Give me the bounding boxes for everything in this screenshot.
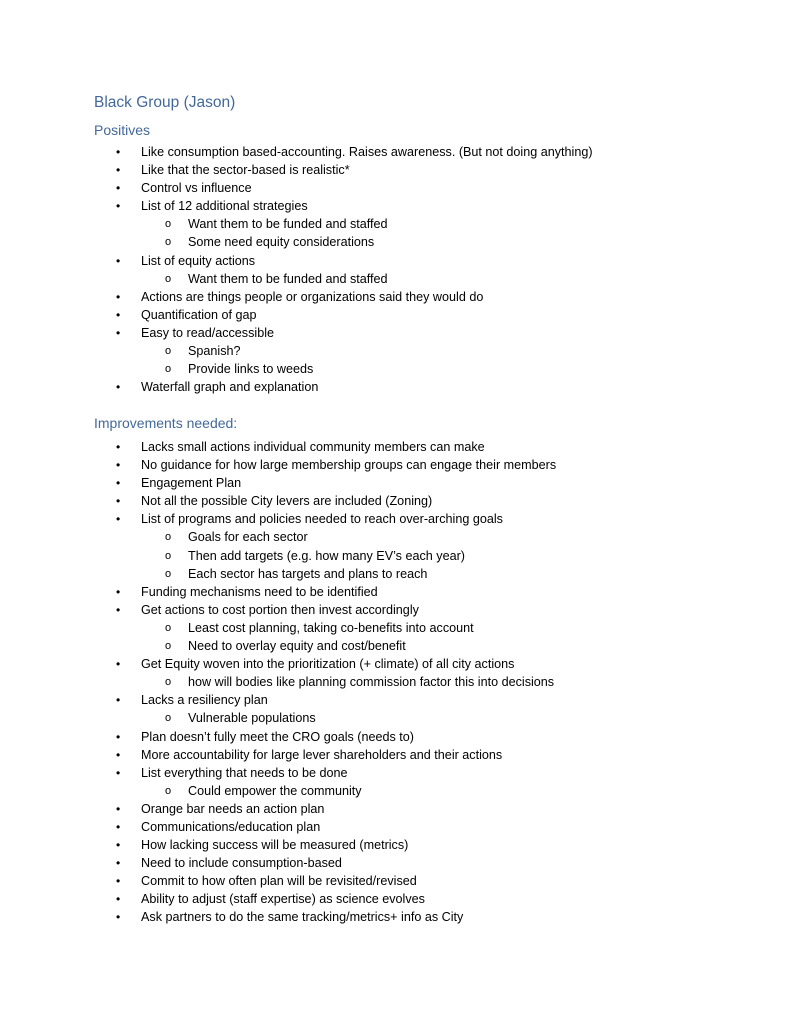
- bullet-icon: •: [116, 181, 121, 196]
- list-item-text: Then add targets (e.g. how many EV’s each year): [188, 548, 465, 563]
- list-item: [0, 728, 800, 746]
- sub-list-item: [0, 637, 800, 655]
- list-item-text: Ability to adjust (staff expertise) as science evolves: [141, 892, 425, 907]
- bullet-icon: •: [116, 892, 121, 907]
- circle-bullet-icon: o: [165, 712, 172, 725]
- list-item: [0, 836, 800, 854]
- list-item-text: Funding mechanisms need to be identified: [141, 584, 378, 599]
- sub-list-item: [0, 709, 800, 727]
- list-item: [0, 890, 800, 908]
- list-item-text: Communications/education plan: [141, 819, 321, 834]
- improvements-heading: Improvements needed:: [94, 415, 238, 431]
- list-item-text: Easy to read/accessible: [141, 325, 275, 340]
- bullet-icon: •: [116, 440, 121, 454]
- bullet-icon: •: [116, 512, 121, 527]
- list-item-text: Control vs influence: [141, 181, 252, 196]
- list-item: [0, 800, 800, 818]
- list-item: [0, 764, 800, 782]
- circle-bullet-icon: o: [165, 236, 172, 249]
- list-item-text: Spanish?: [188, 344, 241, 359]
- list-item: [0, 872, 800, 890]
- circle-bullet-icon: o: [165, 272, 172, 285]
- list-item-text: Like that the sector-based is realistic*: [141, 163, 350, 178]
- bullet-icon: •: [116, 163, 121, 178]
- list-item: [0, 492, 800, 510]
- circle-bullet-icon: o: [165, 640, 172, 653]
- positives-heading: Positives: [94, 122, 151, 138]
- list-item-text: Want them to be funded and staffed: [188, 217, 388, 232]
- bullet-icon: •: [116, 819, 121, 834]
- sub-list-item: [0, 547, 800, 565]
- bullet-icon: •: [116, 253, 121, 268]
- bullet-icon: •: [116, 602, 121, 617]
- bullet-icon: •: [116, 476, 121, 491]
- list-item: [0, 143, 800, 161]
- circle-bullet-icon: o: [165, 218, 172, 231]
- bullet-icon: •: [116, 747, 121, 762]
- bullet-icon: •: [116, 801, 121, 816]
- list-item: [0, 438, 800, 456]
- list-item-text: More accountability for large lever shareholders and their actions: [141, 747, 503, 762]
- bullet-icon: •: [116, 838, 121, 853]
- list-item-text: Provide links to weeds: [188, 362, 314, 377]
- list-item: [0, 583, 800, 601]
- circle-bullet-icon: o: [165, 676, 172, 689]
- bullet-icon: •: [116, 657, 121, 672]
- list-item: [0, 474, 800, 492]
- list-item-text: Like consumption based-accounting. Raises awareness. (But not doing anything): [141, 145, 593, 159]
- bullet-icon: •: [116, 458, 121, 473]
- list-item: [0, 854, 800, 872]
- list-item-text: Each sector has targets and plans to reach: [188, 566, 428, 581]
- list-item-text: How lacking success will be measured (metrics): [141, 838, 409, 853]
- circle-bullet-icon: o: [165, 345, 172, 358]
- list-item-text: Need to include consumption-based: [141, 856, 342, 871]
- list-item-text: how will bodies like planning commission factor this into decisions: [188, 675, 555, 690]
- list-item-text: Vulnerable populations: [188, 711, 316, 726]
- list-item: [0, 252, 800, 270]
- list-item: [0, 197, 800, 215]
- list-item-text: Ask partners to do the same tracking/metrics+ info as City: [141, 910, 464, 925]
- bullet-icon: •: [116, 494, 121, 509]
- document-title: Black Group (Jason): [94, 94, 236, 111]
- list-item-text: Lacks a resiliency plan: [141, 693, 268, 708]
- list-item-text: Lacks small actions individual community members can make: [141, 440, 485, 454]
- improvements-list: [0, 438, 800, 927]
- list-item: [0, 179, 800, 197]
- sub-list-item: [0, 215, 800, 233]
- list-item: [0, 818, 800, 836]
- bullet-icon: •: [116, 307, 121, 322]
- list-item-text: List of programs and policies needed to reach over-arching goals: [141, 512, 503, 527]
- list-item: [0, 288, 800, 306]
- list-item-text: List of 12 additional strategies: [141, 199, 308, 214]
- list-item: [0, 601, 800, 619]
- list-item: [0, 510, 800, 528]
- bullet-icon: •: [116, 199, 121, 214]
- list-item-text: Want them to be funded and staffed: [188, 271, 388, 286]
- list-item-text: List everything that needs to be done: [141, 765, 348, 780]
- list-item-text: Goals for each sector: [188, 530, 308, 545]
- circle-bullet-icon: o: [165, 621, 172, 634]
- circle-bullet-icon: o: [165, 784, 172, 797]
- list-item: [0, 746, 800, 764]
- list-item: [0, 161, 800, 179]
- list-item: [0, 306, 800, 324]
- sub-list-item: [0, 565, 800, 583]
- bullet-icon: •: [116, 584, 121, 599]
- sub-list-item: [0, 360, 800, 378]
- sub-list-item: [0, 619, 800, 637]
- list-item-text: Commit to how often plan will be revisited/revised: [141, 874, 417, 889]
- bullet-icon: •: [116, 874, 121, 889]
- list-item: [0, 691, 800, 709]
- list-item: [0, 378, 800, 396]
- list-item-text: Engagement Plan: [141, 476, 242, 491]
- bullet-icon: •: [116, 856, 121, 871]
- list-item-text: Orange bar needs an action plan: [141, 801, 325, 816]
- list-item-text: Need to overlay equity and cost/benefit: [188, 639, 406, 654]
- circle-bullet-icon: o: [165, 567, 172, 580]
- circle-bullet-icon: o: [165, 549, 172, 562]
- sub-list-item: [0, 673, 800, 691]
- list-item-text: Quantification of gap: [141, 307, 257, 322]
- list-item: [0, 655, 800, 673]
- list-item-text: Plan doesn’t fully meet the CRO goals (needs to): [141, 729, 415, 744]
- list-item: [0, 324, 800, 342]
- list-item: [0, 456, 800, 474]
- list-item-text: Not all the possible City levers are included (Zoning): [141, 494, 433, 509]
- sub-list-item: [0, 233, 800, 251]
- list-item-text: Actions are things people or organizations said they would do: [141, 289, 484, 304]
- positives-list: [0, 143, 800, 396]
- bullet-icon: •: [116, 910, 121, 925]
- list-item: [0, 908, 800, 926]
- bullet-icon: •: [116, 289, 121, 304]
- bullet-icon: •: [116, 765, 121, 780]
- list-item-text: Could empower the community: [188, 783, 362, 798]
- bullet-icon: •: [116, 729, 121, 744]
- circle-bullet-icon: o: [165, 531, 172, 544]
- sub-list-item: [0, 528, 800, 546]
- list-item-text: Get Equity woven into the prioritization (+ climate) of all city actions: [141, 657, 515, 672]
- sub-list-item: [0, 342, 800, 360]
- list-item-text: Some need equity considerations: [188, 235, 375, 250]
- list-item-text: Get actions to cost portion then invest accordingly: [141, 602, 419, 617]
- list-item-text: List of equity actions: [141, 253, 256, 268]
- list-item-text: No guidance for how large membership groups can engage their members: [141, 458, 557, 473]
- bullet-icon: •: [116, 693, 121, 708]
- circle-bullet-icon: o: [165, 363, 172, 376]
- bullet-icon: •: [116, 325, 121, 340]
- sub-list-item: [0, 270, 800, 288]
- bullet-icon: •: [116, 380, 121, 395]
- list-item-text: Least cost planning, taking co-benefits into account: [188, 620, 474, 635]
- bullet-icon: •: [116, 145, 121, 159]
- sub-list-item: [0, 782, 800, 800]
- list-item-text: Waterfall graph and explanation: [141, 380, 319, 395]
